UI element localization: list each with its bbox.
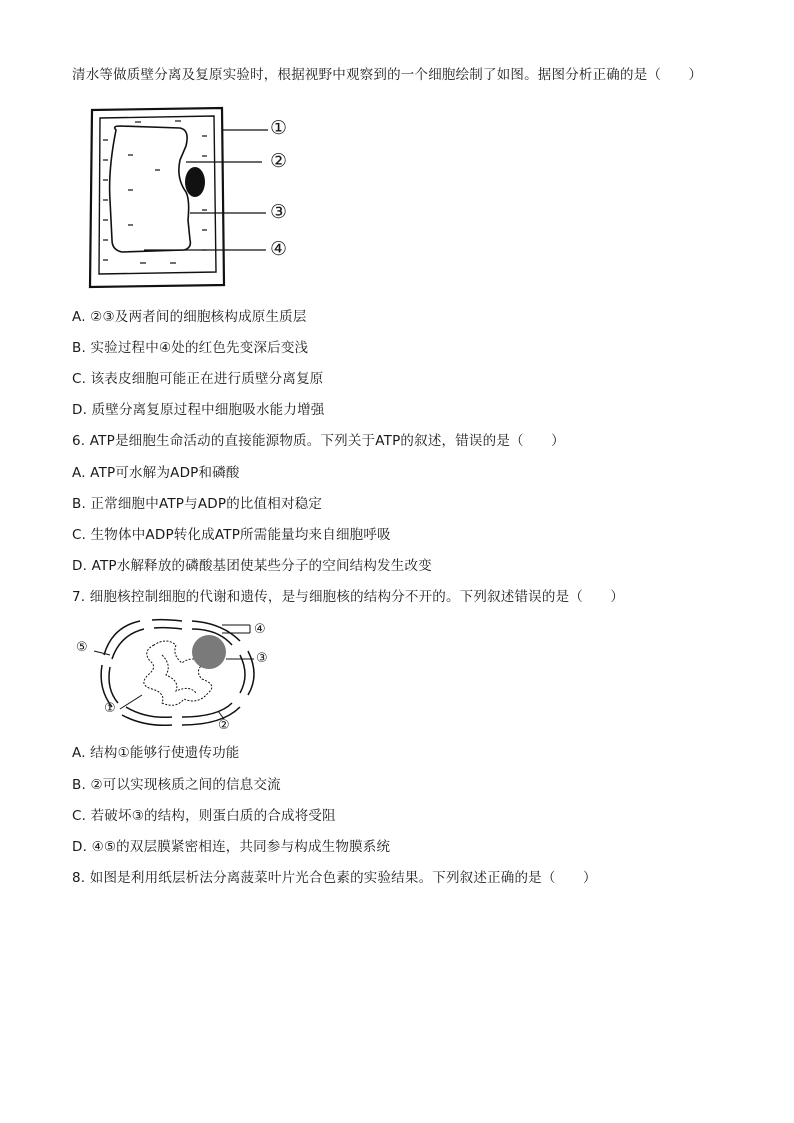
label-2: ②: [218, 718, 230, 733]
q7-option-a: A. 结构①能够行使遗传功能: [72, 745, 240, 761]
q5-option-c: C. 该表皮细胞可能正在进行质壁分离复原: [72, 371, 324, 387]
label-5: ⑤: [76, 640, 88, 655]
q6-stem: 6. ATP是细胞生命活动的直接能源物质。下列关于ATP的叙述，错误的是（ ）: [72, 433, 565, 449]
q6-option-b: B. 正常细胞中ATP与ADP的比值相对稳定: [72, 496, 323, 512]
plant-cell-figure: [80, 100, 320, 295]
q7-stem: 7. 细胞核控制细胞的代谢和遗传，是与细胞核的结构分不开的。下列叙述错误的是（ ）: [72, 589, 625, 605]
label-4: ④: [254, 622, 266, 637]
label-1: ①: [104, 701, 116, 716]
q6-option-c: C. 生物体中ADP转化成ATP所需能量均来自细胞呼吸: [72, 527, 391, 543]
q8-stem: 8. 如图是利用纸层析法分离菠菜叶片光合色素的实验结果。下列叙述正确的是（ ）: [72, 870, 597, 886]
q6-option-a: A. ATP可水解为ADP和磷酸: [72, 465, 240, 481]
q5-option-b: B. 实验过程中④处的红色先变深后变浅: [72, 340, 309, 356]
label-1: ①: [270, 117, 288, 139]
label-4: ④: [270, 238, 288, 260]
q7-option-c: C. 若破坏③的结构，则蛋白质的合成将受阻: [72, 808, 336, 824]
label-2: ②: [270, 150, 288, 172]
q7-option-b: B. ②可以实现核质之间的信息交流: [72, 777, 281, 793]
label-3: ③: [256, 651, 268, 666]
q6-option-d: D. ATP水解释放的磷酸基团使某些分子的空间结构发生改变: [72, 558, 432, 574]
q5-option-d: D. 质壁分离复原过程中细胞吸水能力增强: [72, 402, 325, 418]
nucleus-figure: [72, 615, 282, 735]
q7-option-d: D. ④⑤的双层膜紧密相连，共同参与构成生物膜系统: [72, 839, 391, 855]
label-3: ③: [270, 201, 288, 223]
q5-option-a: A. ②③及两者间的细胞核构成原生质层: [72, 309, 307, 325]
q5-stem: 清水等做质壁分离及复原实验时，根据视野中观察到的一个细胞绘制了如图。据图分析正确的是（ ）: [72, 67, 703, 83]
